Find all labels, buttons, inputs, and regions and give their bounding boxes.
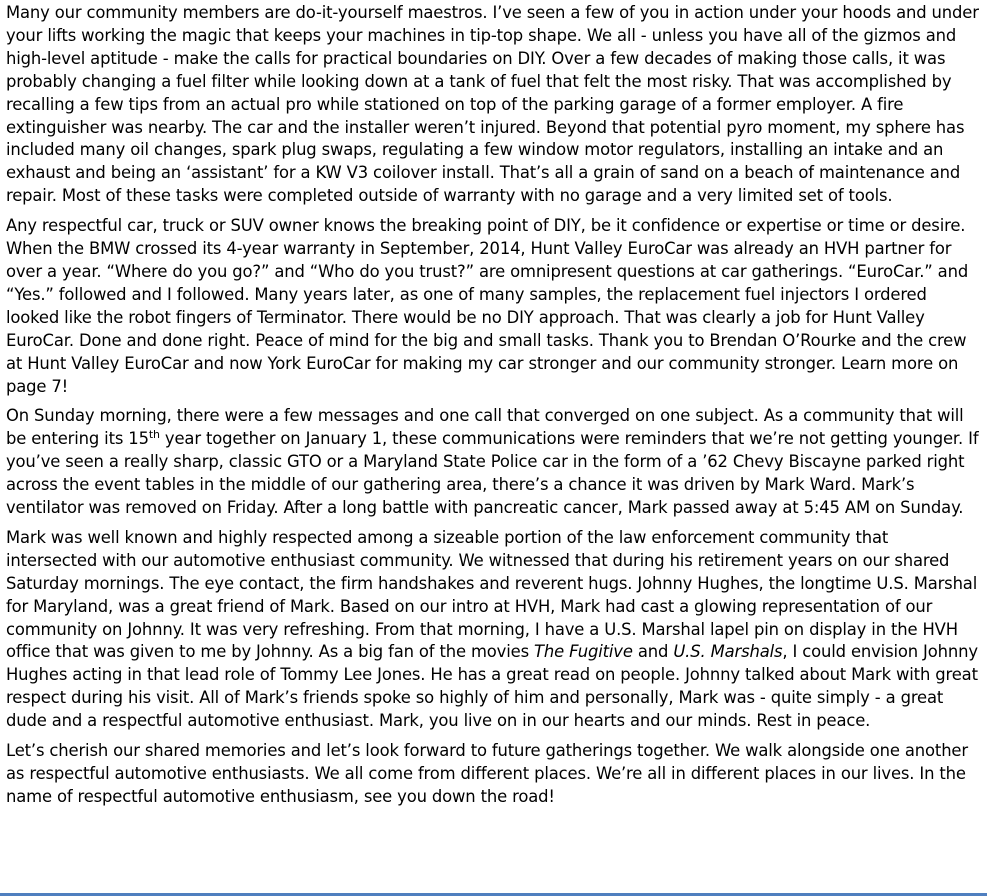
paragraph-text-end: year together on January 1, these communications were reminders that we’re not getting younger. If you’ve seen a really sharp, classic GTO or a Maryland State Police car in the form of a ’62 Chevy Biscayne parked right across the event tables in the middle of our gathering area, there’s a chance it was driven by Mark Ward. Mark’s ventilator was removed on Friday. After a long battle with pancreatic cancer, Mark passed away at 5:45 AM on Sunday.	[6, 429, 979, 518]
ordinal-superscript: th	[148, 428, 160, 442]
paragraph-closing	[6, 740, 984, 809]
paragraph-text: Any respectful car, truck or SUV owner knows the breaking point of DIY, be it confidence or expertise or time or desire. When the BMW crossed its 4-year warranty in September, 2014, Hunt Valley EuroCar was already an HVH partner for over a year. “Where do you go?” and “Who do you trust?” are omnipresent questions at car gatherings. “EuroCar.” and “Yes.” followed and I followed. Many years later, as one of many samples, the replacement fuel injectors I ordered looked like the robot fingers of Terminator. There would be no DIY approach. That was clearly a job for Hunt Valley EuroCar. Done and done right. Peace of mind for the big and small tasks. Thank you to Brendan O’Rourke and the crew at Hunt Valley EuroCar and now York EuroCar for making my car stronger and our community stronger. Learn more on page 7!	[6, 216, 969, 396]
paragraph-text-start: Mark was well known and highly respected among a sizeable portion of the law enforcement community that intersected with our automotive enthusiast community. We witnessed that during his retirement years on our shared Saturday mornings. The eye contact, the firm handshakes and reverent hugs. Johnny Hughes, the longtime U.S. Marshal for Maryland, was a great friend of Mark. Based on our intro at HVH, Mark had cast a glowing representation of our community on Johnny. It was very refreshing. From that morning, I have a U.S. Marshal lapel pin on display in the HVH office that was given to me by Johnny. As a big fan of the movies	[6, 527, 978, 662]
paragraph-diy-breaking-point	[6, 215, 984, 398]
paragraph-mark-tribute	[6, 527, 984, 733]
movie-title-the-fugitive: The Fugitive	[534, 642, 633, 662]
document-body	[6, 2, 984, 816]
paragraph-text-connector: and	[632, 642, 674, 662]
paragraph-text-start: On Sunday morning, there were a few messages and one call that converged on one subject. As a community that will be entering its 15	[6, 406, 964, 449]
paragraph-text-end: , I could envision Johnny Hughes acting in that lead role of Tommy Lee Jones. He has a great read on people. Johnny talked about Mark with great respect during his visit. All of Mark’s friends spoke so highly of him and personally, Mark was - quite simply - a great dude and a respectful automotive enthusiast. Mark, you live on in our hearts and our minds. Rest in peace.	[6, 642, 978, 731]
movie-title-us-marshals: U.S. Marshals	[673, 642, 783, 662]
paragraph-diy-maestros	[6, 2, 984, 208]
paragraph-text: Let’s cherish our shared memories and let’s look forward to future gatherings together. We walk alongside one another as respectful automotive enthusiasts. We all come from different places. We’re all in different places in our lives. In the name of respectful automotive enthusiasm, see you down the road!	[6, 741, 968, 806]
paragraph-text: Many our community members are do-it-yourself maestros. I’ve seen a few of you in action under your hoods and under your lifts working the magic that keeps your machines in tip-top shape. We all - unless you have all of the gizmos and high-level aptitude - make the calls for practical boundaries on DIY. Over a few decades of making those calls, it was probably changing a fuel filter while looking down at a tank of fuel that felt the most risky. That was accomplished by recalling a few tips from an actual pro while stationed on top of the parking garage of a former employer. A fire extinguisher was nearby. The car and the installer weren’t injured. Beyond that potential pyro moment, my sphere has included many oil changes, spark plug swaps, regulating a few window motor regulators, installing an intake and an exhaust and being an ‘assistant’ for a KW V3 coilover install. That’s all a grain of sand on a beach of maintenance and repair. Most of these tasks were completed outside of warranty with no garage and a very limited set of tools.	[6, 3, 979, 206]
paragraph-sunday-news	[6, 405, 984, 520]
